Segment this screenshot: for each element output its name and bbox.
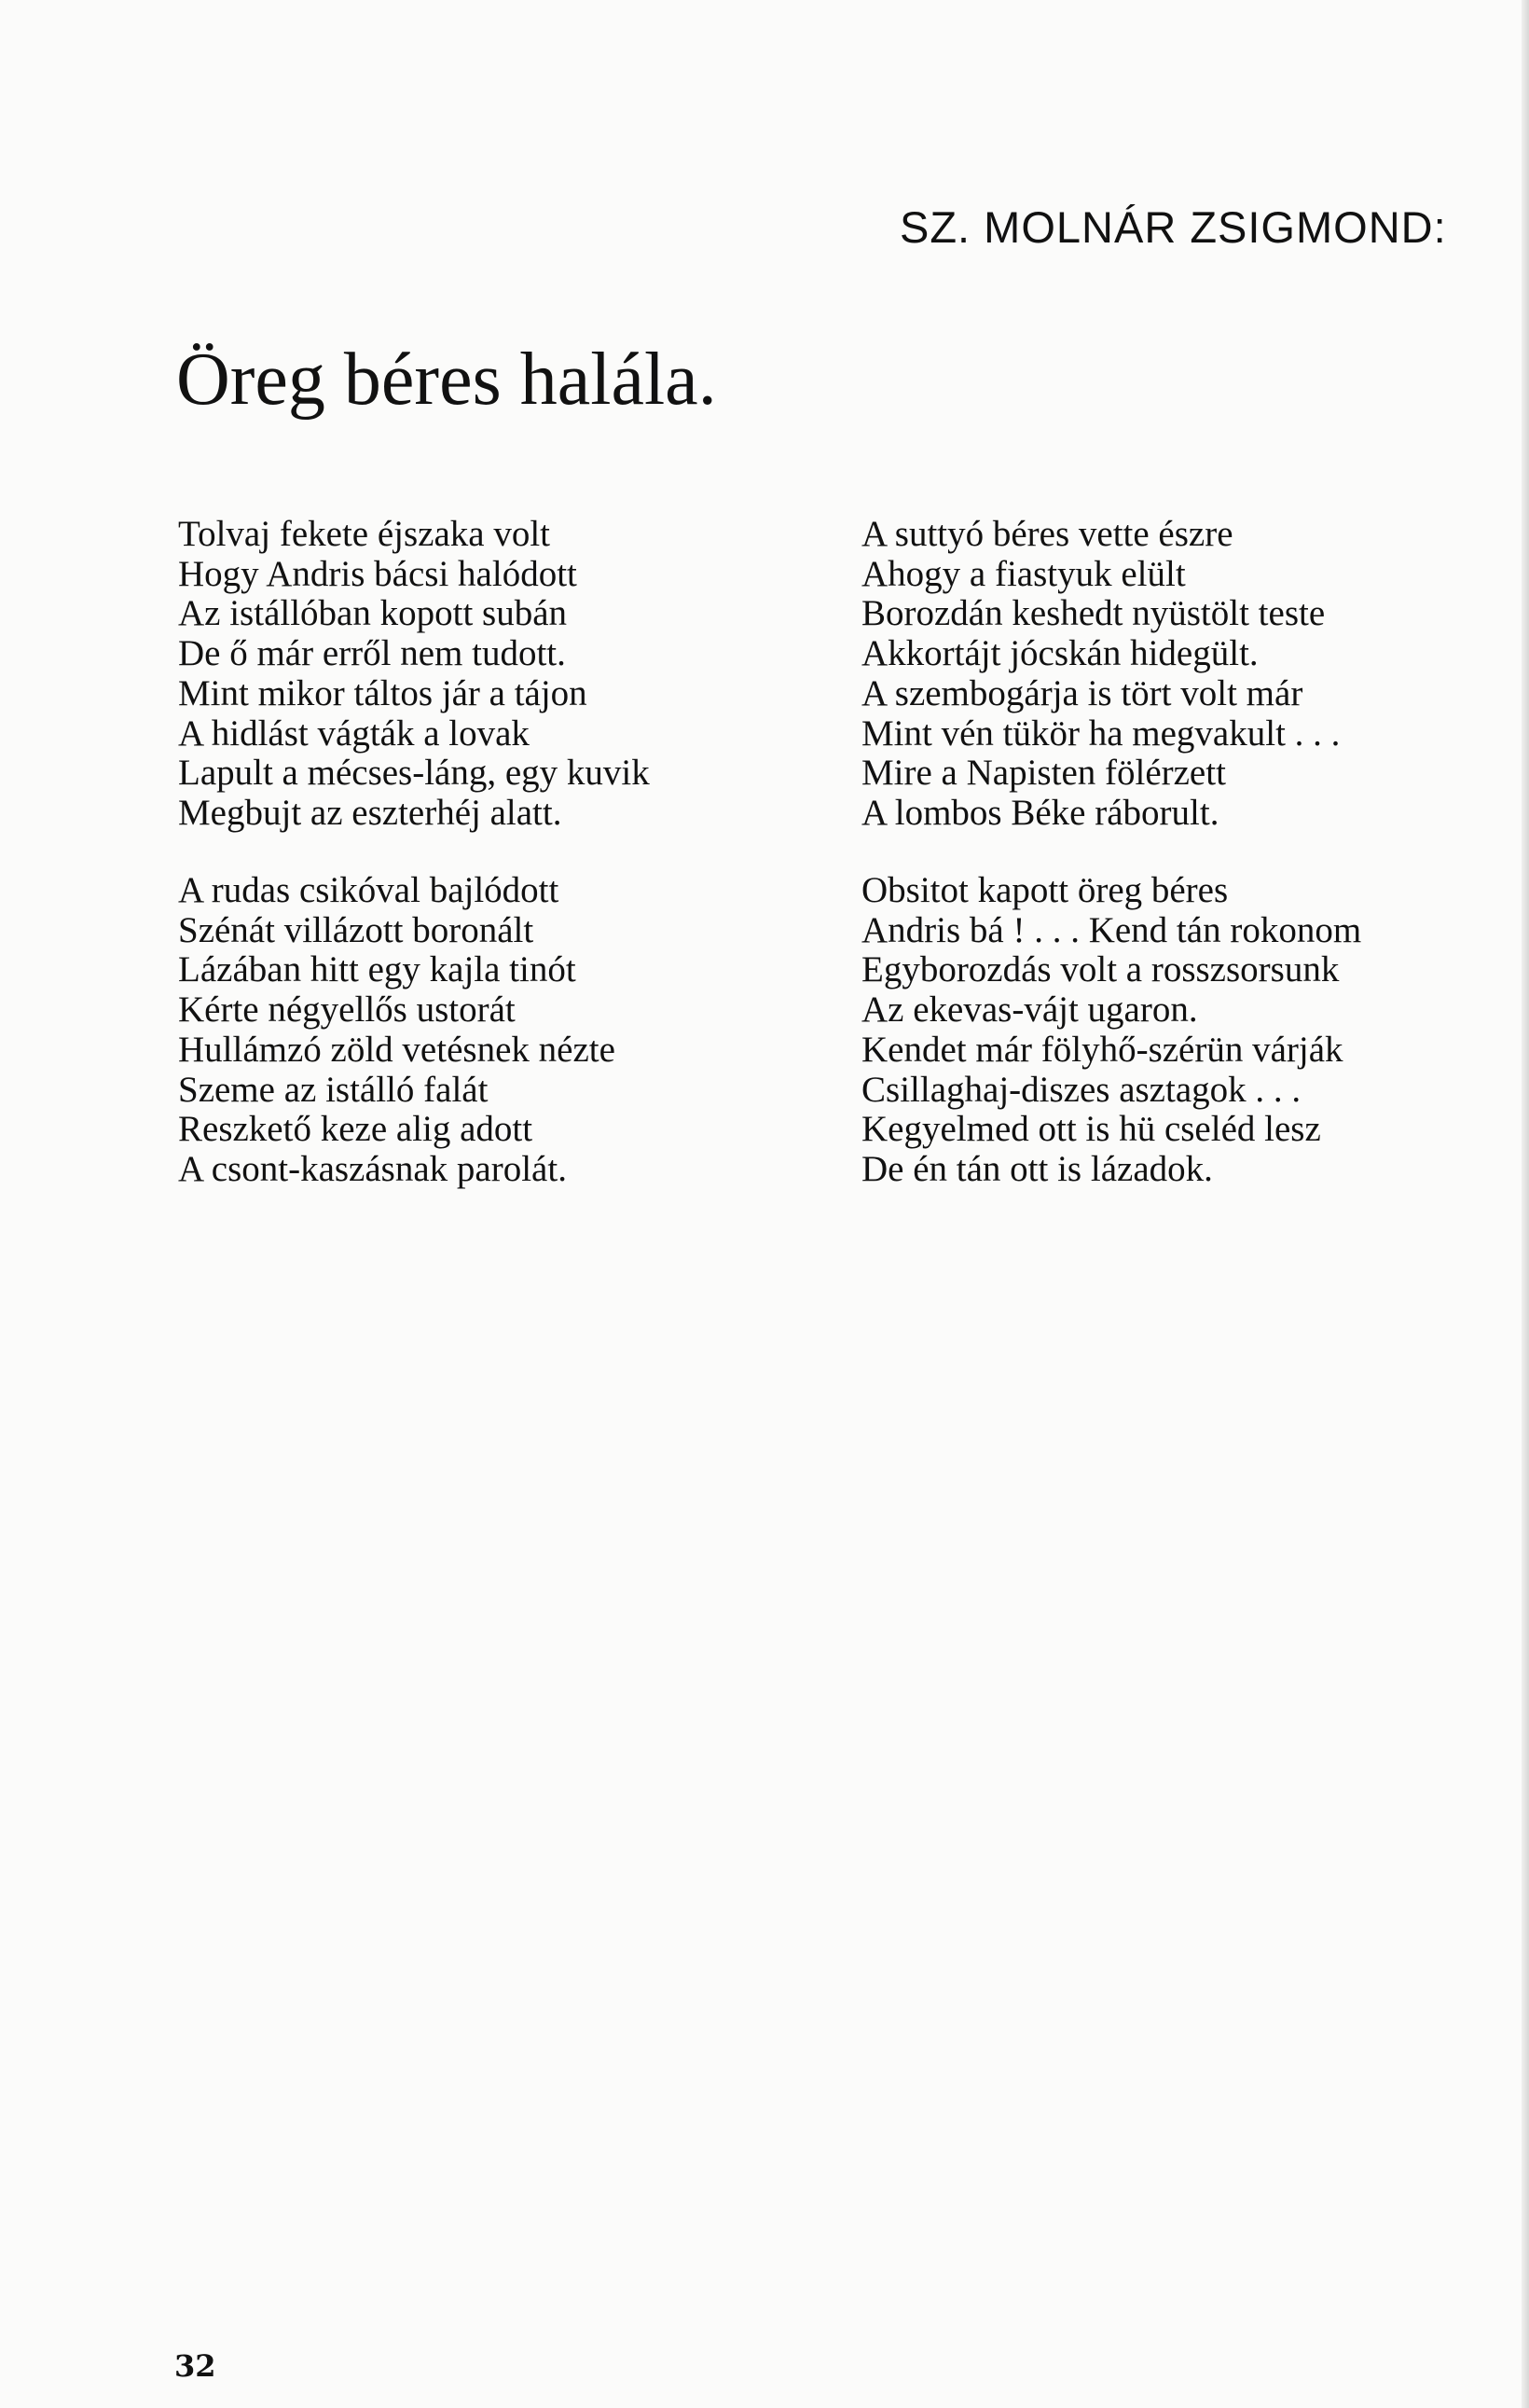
- poem-line: Andris bá ! . . . Kend tán rokonom: [861, 909, 1362, 950]
- page-number: 32: [174, 2348, 216, 2384]
- poem-line: Mint mikor táltos jár a tájon: [178, 672, 587, 713]
- stanza-4: [861, 871, 1458, 1190]
- poem-line: Obsitot kapott öreg béres: [861, 870, 1229, 910]
- poem-line: A hidlást vágták a lovak: [178, 713, 530, 754]
- author-header: SZ. MOLNÁR ZSIGMOND:: [900, 202, 1447, 252]
- poem-line: Az istállóban kopott subán: [178, 593, 568, 634]
- poem-line: Az ekevas-vájt ugaron.: [861, 989, 1198, 1031]
- poem-line: Szénát villázott boronált: [178, 909, 534, 950]
- poem-line: A lombos Béke ráborult.: [861, 792, 1219, 833]
- poem-line: Borozdán keshedt nyüstölt teste: [861, 593, 1326, 634]
- poem-line: A csont-kaszásnak parolát.: [178, 1148, 567, 1189]
- stanza-2: [178, 871, 775, 1190]
- poem-line: Szeme az istálló falát: [178, 1069, 489, 1110]
- poem-line: Tolvaj fekete éjszaka volt: [178, 514, 551, 554]
- poem-line: De én tán ott is lázadok.: [861, 1148, 1213, 1189]
- poem-line: A rudas csikóval bajlódott: [178, 870, 559, 910]
- stanza-3: [861, 515, 1458, 834]
- poem-line: Kendet már fölyhő-szérün várják: [861, 1029, 1343, 1070]
- poem-line: Ahogy a fiastyuk elült: [861, 553, 1186, 594]
- poem-line: Kegyelmed ott is hü cseléd lesz: [861, 1109, 1321, 1150]
- poem-line: Hullámzó zöld vetésnek nézte: [178, 1029, 615, 1070]
- poem-line: Lázában hitt egy kajla tinót: [178, 949, 576, 990]
- poem-line: Csillaghaj-diszes asztagok . . .: [861, 1069, 1302, 1110]
- poem-line: Reszkető keze alig adott: [178, 1109, 533, 1150]
- poem-line: Hogy Andris bácsi halódott: [178, 553, 577, 594]
- poem-title: Öreg béres halála.: [176, 339, 717, 421]
- stanza-1: [178, 515, 775, 834]
- poem-line: Kérte négyellős ustorát: [178, 989, 516, 1031]
- poem-line: De ő már erről nem tudott.: [178, 633, 566, 674]
- poem-line: Mire a Napisten fölérzett: [861, 753, 1226, 794]
- poem-line: A szembogárja is tört volt már: [861, 672, 1303, 713]
- poem-line: Akkortájt jócskán hidegült.: [861, 633, 1259, 674]
- poem-line: Lapult a mécses-láng, egy kuvik: [178, 753, 650, 794]
- poem-line: A suttyó béres vette észre: [861, 514, 1233, 554]
- poem-line: Egyborozdás volt a rosszsorsunk: [861, 949, 1340, 990]
- page-edge-shadow: [1522, 0, 1529, 2408]
- poem-line: Megbujt az eszterhéj alatt.: [178, 792, 562, 833]
- poem-line: Mint vén tükör ha megvakult . . .: [861, 713, 1341, 754]
